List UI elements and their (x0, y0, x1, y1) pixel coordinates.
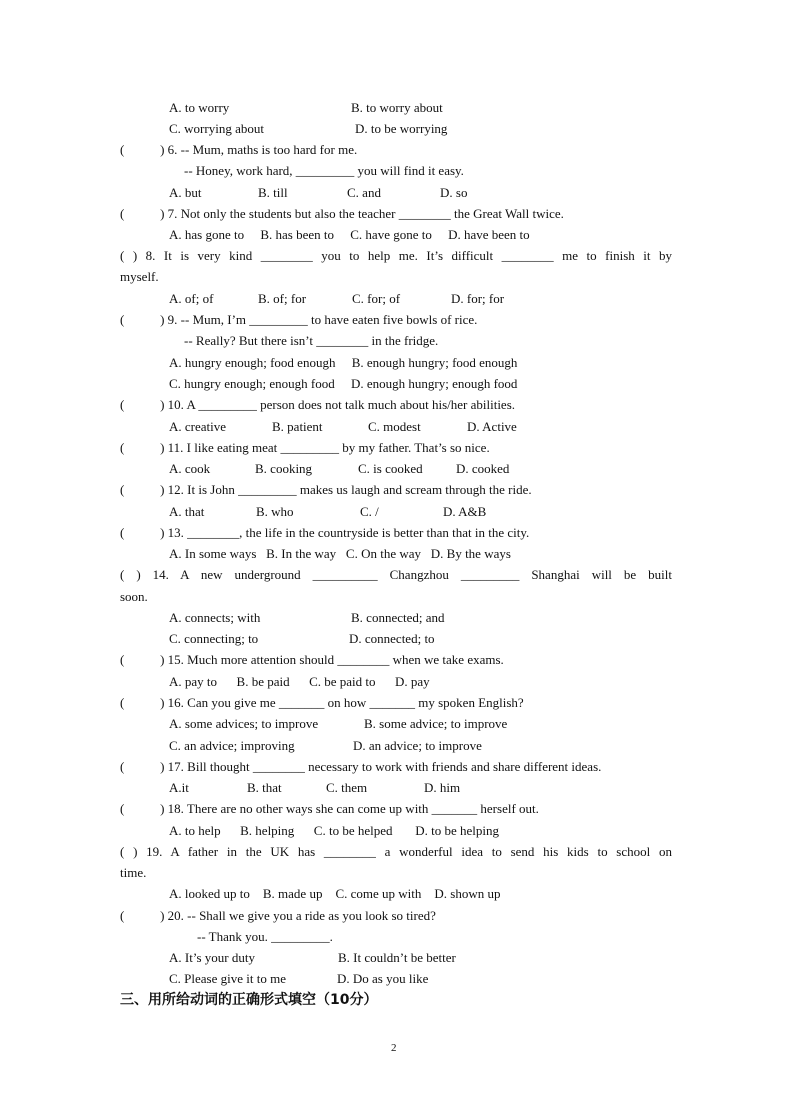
text-line: C. / (360, 504, 379, 519)
text-line: D. cooked (456, 461, 510, 476)
text-line: C. is cooked (358, 461, 423, 476)
text-line: D. him (424, 780, 461, 795)
text-line: ( ) 19. A father in the UK has ________ a wonderful idea to send his kids to school on (120, 844, 672, 859)
text-line: B. till (258, 185, 288, 200)
text-line: C. Please give it to me (169, 971, 286, 986)
text-line: A. hungry enough; food enough B. enough hungry; food enough (169, 355, 518, 370)
text-line: D. Do as you like (337, 971, 429, 986)
text-line: C. for; of (352, 291, 401, 306)
text-line: A. that (169, 504, 205, 519)
section-heading: 三、用所给动词的正确形式填空（10分） (120, 992, 378, 1008)
text-line: A. looked up to B. made up C. come up with D. shown up (169, 886, 501, 901)
text-line: C. worrying about (169, 121, 264, 136)
text-line: ( ) 18. There are no other ways she can come up with _______ herself out. (120, 801, 539, 816)
text-line: D. for; for (451, 291, 505, 306)
text-line: A. to help B. helping C. to be helped D. to be helping (169, 823, 500, 838)
text-line: B. of; for (258, 291, 307, 306)
text-line: D. so (440, 185, 468, 200)
text-line: ( ) 6. -- Mum, maths is too hard for me. (120, 142, 358, 157)
text-line: B. some advice; to improve (364, 716, 508, 731)
text-line: B. that (247, 780, 282, 795)
text-line: C. modest (368, 419, 421, 434)
text-line: A. of; of (169, 291, 214, 306)
text-line: -- Honey, work hard, _________ you will find it easy. (184, 163, 464, 178)
text-line: time. (120, 865, 147, 880)
text-line: D. connected; to (349, 631, 435, 646)
text-line: A. In some ways B. In the way C. On the way D. By the ways (169, 546, 511, 561)
text-line: ( ) 20. -- Shall we give you a ride as you look so tired? (120, 908, 436, 923)
text-line: myself. (120, 269, 159, 284)
page-number: 2 (391, 1042, 397, 1054)
text-line: B. who (256, 504, 294, 519)
text-line: D. A&B (443, 504, 487, 519)
text-line: -- Thank you. _________. (197, 929, 333, 944)
text-line: A. connects; with (169, 610, 261, 625)
text-line: B. patient (272, 419, 323, 434)
text-line: ( ) 17. Bill thought ________ necessary to work with friends and share different ideas. (120, 759, 602, 774)
text-line: C. and (347, 185, 381, 200)
text-line: C. them (326, 780, 368, 795)
text-line: A. some advices; to improve (169, 716, 319, 731)
text-line: D. to be worrying (355, 121, 448, 136)
text-line: ( ) 12. It is John _________ makes us laugh and scream through the ride. (120, 482, 532, 497)
text-line: A. creative (169, 419, 227, 434)
text-line: B. cooking (255, 461, 313, 476)
text-line: D. Active (467, 419, 517, 434)
text-line: A.it (169, 780, 189, 795)
text-line: C. hungry enough; enough food D. enough hungry; enough food (169, 376, 518, 391)
text-line: A. to worry (169, 100, 230, 115)
text-line: ( ) 15. Much more attention should ________ when we take exams. (120, 652, 504, 667)
text-line: B. to worry about (351, 100, 443, 115)
text-line: D. an advice; to improve (353, 738, 482, 753)
text-line: ( ) 9. -- Mum, I’m _________ to have eaten five bowls of rice. (120, 312, 478, 327)
text-line: ( ) 8. It is very kind ________ you to help me. It’s difficult ________ me to finish it by (120, 248, 672, 263)
text-line: ( ) 13. ________, the life in the countryside is better than that in the city. (120, 525, 530, 540)
text-line: ( ) 14. A new underground __________ Changzhou _________ Shanghai will be built (120, 567, 672, 582)
text-line: ( ) 7. Not only the students but also the teacher ________ the Great Wall twice. (120, 206, 564, 221)
text-line: A. has gone to B. has been to C. have gone to D. have been to (169, 227, 530, 242)
text-line: A. cook (169, 461, 211, 476)
text-line: ( ) 16. Can you give me _______ on how _______ my spoken English? (120, 695, 524, 710)
text-line: A. It’s your duty (169, 950, 255, 965)
text-line: B. connected; and (351, 610, 445, 625)
text-line: A. but (169, 185, 202, 200)
text-line: ( ) 10. A _________ person does not talk much about his/her abilities. (120, 397, 516, 412)
text-line: -- Really? But there isn’t ________ in the fridge. (184, 333, 439, 348)
text-line: C. an advice; improving (169, 738, 295, 753)
text-line: C. connecting; to (169, 631, 259, 646)
text-line: A. pay to B. be paid C. be paid to D. pay (169, 674, 430, 689)
text-line: ( ) 11. I like eating meat _________ by my father. That’s so nice. (120, 440, 490, 455)
text-line: B. It couldn’t be better (338, 950, 456, 965)
text-line: soon. (120, 589, 148, 604)
